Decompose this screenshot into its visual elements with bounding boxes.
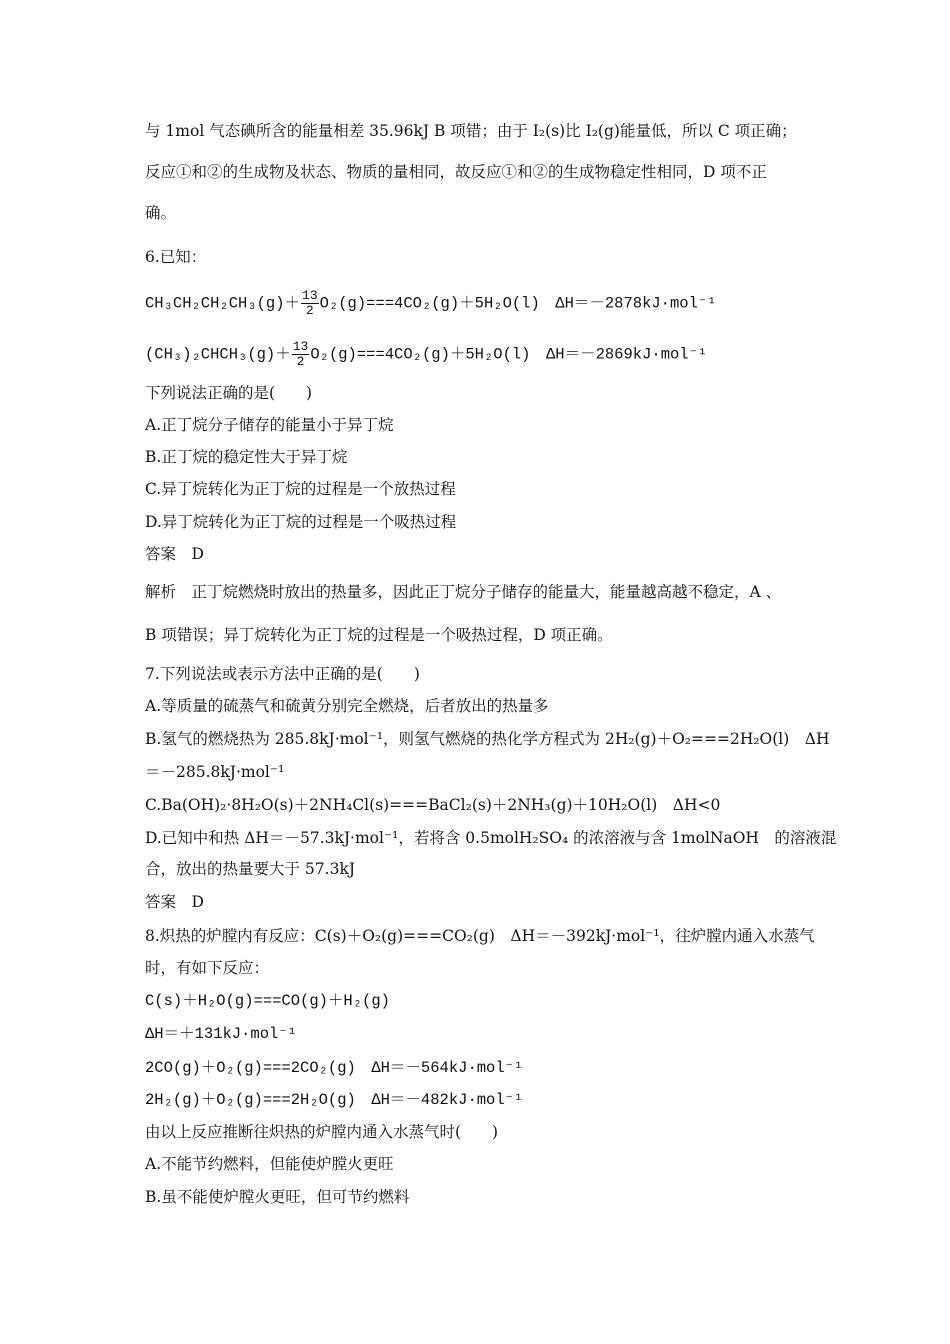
question-7-option-d-2: 合，放出的热量要大于 57.3kJ bbox=[145, 860, 356, 878]
equation-isobutane-right: O₂(g)===4CO₂(g)＋5H₂O(l) ΔH＝－2869kJ·mol⁻¹ bbox=[310, 345, 708, 364]
question-8-option-a: A.不能节约燃料，但能使炉膛火更旺 bbox=[145, 1155, 394, 1173]
question-6-stem: 下列说法正确的是( ) bbox=[145, 384, 313, 402]
question-6-option-b: B.正丁烷的稳定性大于异丁烷 bbox=[145, 448, 348, 466]
question-6-answer: 答案 D bbox=[145, 545, 204, 563]
question-7-option-b-1: B.氢气的燃烧热为 285.8kJ·mol⁻¹，则氢气燃烧的热化学方程式为 2H₂(g)＋O₂===2H₂O(l) ΔH bbox=[145, 730, 830, 748]
equation-n-butane-left: CH₃CH₂CH₂CH₃(g)＋ bbox=[145, 294, 301, 313]
prev-explanation-line-3: 确。 bbox=[145, 204, 177, 222]
fraction-numerator: 13 bbox=[302, 288, 318, 303]
question-8-question: 由以上反应推断往炽热的炉膛内通入水蒸气时( ) bbox=[145, 1123, 499, 1141]
question-8-stem-2: 时，有如下反应： bbox=[145, 959, 270, 977]
equation-isobutane bbox=[145, 340, 707, 369]
equation-n-butane bbox=[145, 289, 717, 318]
question-7-option-d-1: D.已知中和热 ΔH＝－57.3kJ·mol⁻¹，若将含 0.5molH₂SO₄ 的浓溶液与含 1molNaOH 的溶液混 bbox=[145, 829, 837, 847]
fraction-denominator: 2 bbox=[305, 303, 314, 318]
prev-explanation-line-1: 与 1mol 气态碘所含的能量相差 35.96kJ B 项错；由于 I₂(s)比 I₂(g)能量低，所以 C 项正确； bbox=[145, 122, 797, 140]
question-6-explanation-2: B 项错误；异丁烷转化为正丁烷的过程是一个吸热过程，D 项正确。 bbox=[145, 626, 613, 644]
fraction-denominator: 2 bbox=[296, 354, 305, 369]
equation-isobutane-left: (CH₃)₂CHCH₃(g)＋ bbox=[145, 345, 291, 364]
question-7-option-c: C.Ba(OH)₂·8H₂O(s)＋2NH₄Cl(s)===BaCl₂(s)＋2NH₃(g)＋10H₂O(l) ΔH<0 bbox=[145, 796, 721, 814]
question-6-option-c: C.异丁烷转化为正丁烷的过程是一个放热过程 bbox=[145, 480, 456, 498]
fraction-13-2 bbox=[301, 289, 319, 318]
question-8-stem-1: 8.炽热的炉膛内有反应：C(s)＋O₂(g)===CO₂(g) ΔH＝－392kJ·mol⁻¹，往炉膛内通入水蒸气 bbox=[145, 927, 815, 945]
question-7-option-a: A.等质量的硫蒸气和硫黄分别完全燃烧，后者放出的热量多 bbox=[145, 697, 549, 715]
question-8-reaction-1: C(s)＋H₂O(g)===CO(g)＋H₂(g) bbox=[145, 992, 390, 1010]
equation-n-butane-right: O₂(g)===4CO₂(g)＋5H₂O(l) ΔH＝－2878kJ·mol⁻¹ bbox=[319, 294, 717, 313]
question-6-option-d: D.异丁烷转化为正丁烷的过程是一个吸热过程 bbox=[145, 513, 457, 531]
question-8-reaction-2: 2CO(g)＋O₂(g)===2CO₂(g) ΔH＝－564kJ·mol⁻¹ bbox=[145, 1059, 524, 1077]
prev-explanation-line-2: 反应①和②的生成物及状态、物质的量相同，故反应①和②的生成物稳定性相同，D 项不正 bbox=[145, 163, 767, 181]
question-8-reaction-1-enthalpy: ΔH＝＋131kJ·mol⁻¹ bbox=[145, 1025, 297, 1043]
fraction-numerator: 13 bbox=[292, 339, 309, 354]
question-8-option-b: B.虽不能使炉膛火更旺，但可节约燃料 bbox=[145, 1188, 410, 1206]
question-6-intro: 6.已知： bbox=[145, 248, 207, 266]
question-7-stem: 7.下列说法或表示方法中正确的是( ) bbox=[145, 665, 420, 683]
question-8-reaction-3: 2H₂(g)＋O₂(g)===2H₂O(g) ΔH＝－482kJ·mol⁻¹ bbox=[145, 1091, 524, 1109]
fraction-13-2-second bbox=[292, 340, 310, 369]
question-6-option-a: A.正丁烷分子储存的能量小于异丁烷 bbox=[145, 416, 394, 434]
question-6-explanation-1: 解析 正丁烷燃烧时放出的热量多，因此正丁烷分子储存的能量大，能量越高越不稳定，A 、 bbox=[145, 583, 782, 601]
question-7-answer: 答案 D bbox=[145, 893, 204, 911]
question-7-option-b-2: ＝－285.8kJ·mol⁻¹ bbox=[145, 763, 285, 781]
